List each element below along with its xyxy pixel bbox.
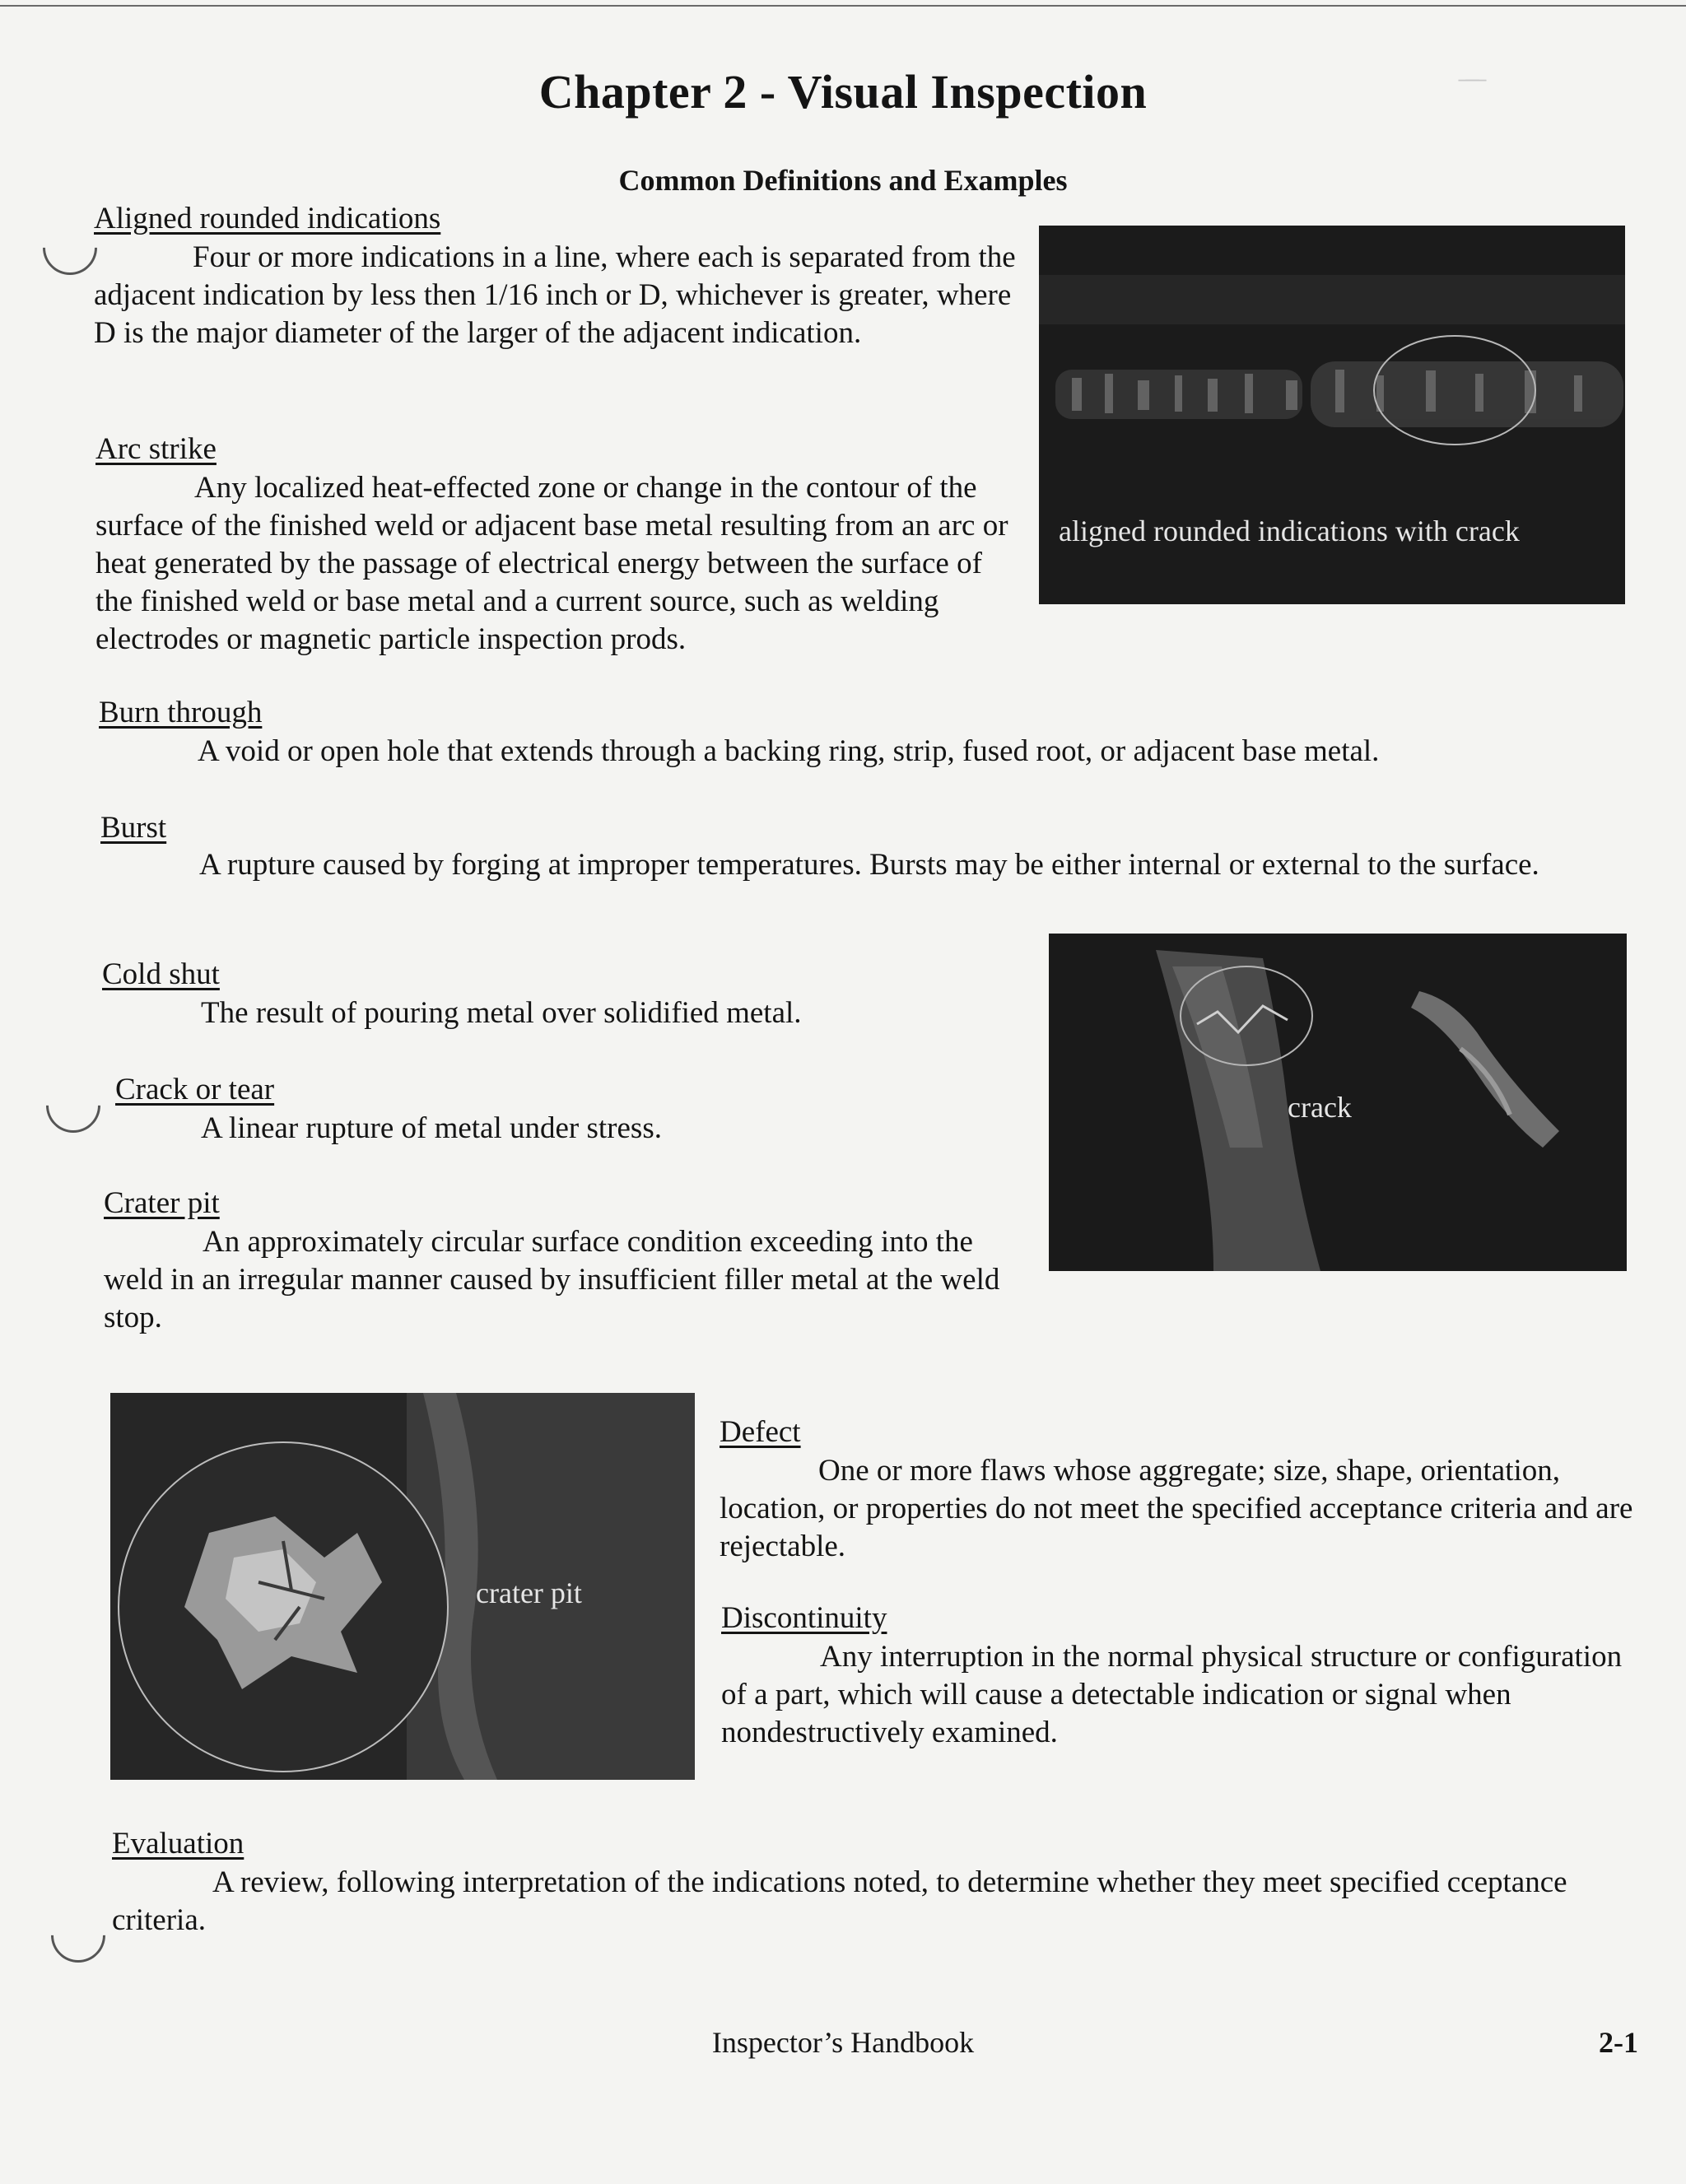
top-edge-rule (0, 5, 1686, 7)
definition-aligned-rounded-indications: Four or more indications in a line, where each is separated from the adjacent indication by less then 1/16 inch or D, whichever is greater, where D is the major diameter of the larger of the adjacent indication. (94, 240, 1016, 350)
photo-crater-pit (110, 1393, 695, 1780)
definition-cold-shut: The result of pouring metal over solidified metal. (201, 996, 802, 1030)
photo-caption: crater pit (476, 1576, 582, 1609)
definition-crack-or-tear: A linear rupture of metal under stress. (201, 1111, 662, 1145)
definition-defect: One or more flaws whose aggregate; size, shape, orientation, location, or properties do not meet the specified acceptance criteria and are rejectable. (720, 1454, 1633, 1563)
footer-title: Inspector’s Handbook (711, 2026, 975, 2059)
bleed-through-mark: ̶ ̶ ̶ (1465, 66, 1479, 96)
definition-crater-pit: An approximately circular surface condition exceeding into the weld in an irregular manner caused by insufficient filler metal at the weld stop. (104, 1225, 1000, 1334)
term-burn-through: Burn through (99, 696, 263, 729)
photo-caption: crack (1288, 1091, 1352, 1124)
term-discontinuity: Discontinuity (721, 1601, 887, 1635)
definition-evaluation: A review, following interpretation of the indications noted, to determine whether they meet specified cceptance criteria. (112, 1865, 1567, 1937)
term-crater-pit: Crater pit (104, 1186, 220, 1220)
term-arc-strike: Arc strike (95, 432, 217, 466)
page-number: 2-1 (1599, 2026, 1638, 2059)
crater-pit-image (110, 1393, 695, 1780)
term-burst: Burst (100, 811, 167, 845)
punch-hole-icon (40, 1897, 116, 1973)
term-evaluation: Evaluation (112, 1827, 245, 1860)
term-defect: Defect (720, 1415, 801, 1449)
term-aligned-rounded-indications: Aligned rounded indications (94, 202, 441, 235)
photo-caption: aligned rounded indications with crack (1059, 515, 1520, 547)
term-cold-shut: Cold shut (102, 957, 220, 991)
punch-hole-icon (35, 1067, 111, 1143)
definition-arc-strike: Any localized heat-effected zone or change in the contour of the surface of the finished weld or adjacent base metal resulting from an arc or heat generated by the passage of electrical energy between the surface of the finished weld or base metal and a current source, such as welding electrodes or magnetic particle inspection prods. (95, 471, 1008, 656)
page-subtitle: Common Definitions and Examples (618, 164, 1068, 197)
definition-burst: A rupture caused by forging at improper temperatures. Bursts may be either internal or external to the surface. (199, 848, 1539, 882)
page-title: Chapter 2 - Visual Inspection (538, 65, 1148, 119)
term-crack-or-tear: Crack or tear (115, 1073, 275, 1106)
photo-crack (1049, 934, 1627, 1271)
photo-aligned-rounded-indications (1039, 226, 1625, 604)
definition-burn-through: A void or open hole that extends through a backing ring, strip, fused root, or adjacent base metal. (198, 734, 1380, 768)
definition-discontinuity: Any interruption in the normal physical structure or configuration of a part, which will cause a detectable indication or signal when nondestructively examined. (721, 1640, 1623, 1749)
